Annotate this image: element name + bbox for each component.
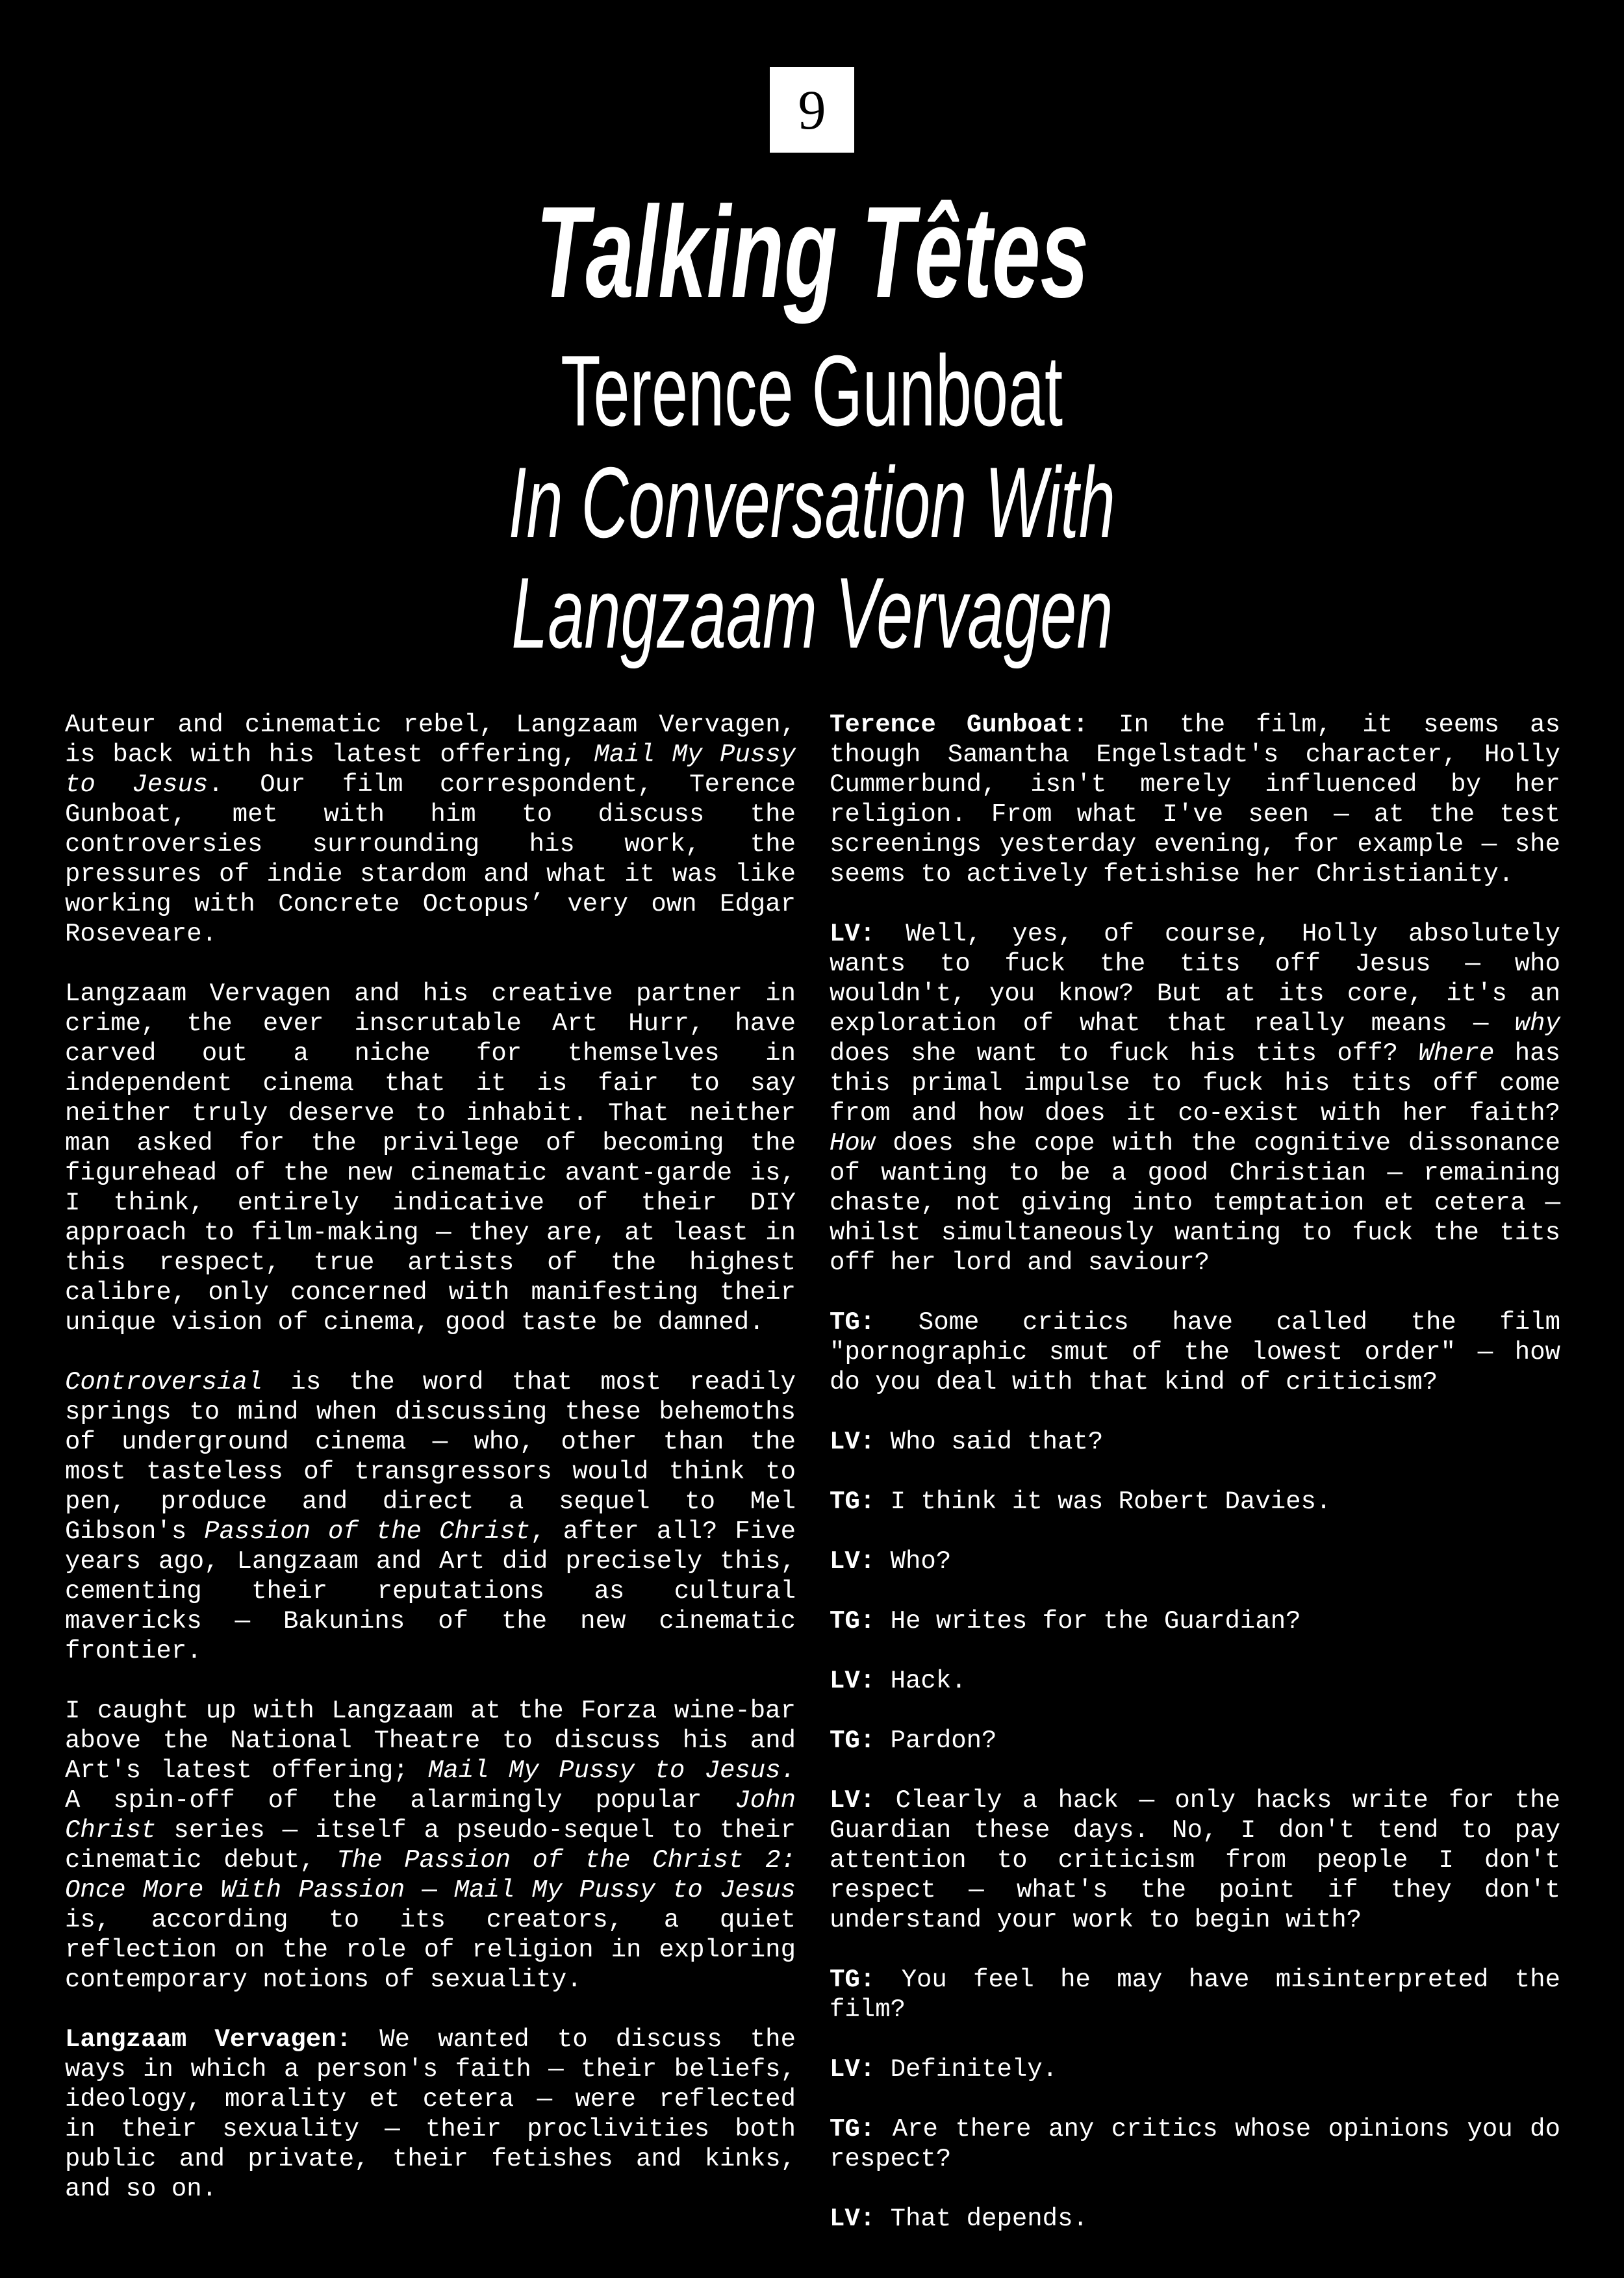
text-run: figurehead of the new cinematic avant-garde is, [65, 1159, 796, 1187]
text-run: most tasteless of transgressors would think to [65, 1458, 796, 1486]
italic-text-run: Mail My Pussy to Jesus. [428, 1756, 796, 1785]
text-run: seems to actively fetishise her Christianity. [830, 860, 1514, 889]
article-line [830, 2204, 1560, 2234]
article-line [65, 2144, 796, 2174]
article-line [830, 919, 1560, 949]
speaker-label: LV: [830, 1428, 876, 1456]
text-run: ways in which a person's faith — their beliefs, [65, 2055, 796, 2084]
article-line [830, 1188, 1560, 1218]
article-line [65, 1278, 796, 1308]
article-line [830, 1098, 1560, 1128]
article-paragraph [65, 979, 796, 1337]
italic-text-run: Once More With Passion [65, 1876, 405, 1905]
text-run: crime, the ever inscrutable Art Hurr, have [65, 1009, 796, 1038]
text-run: man asked for the privilege of becoming the [65, 1129, 796, 1158]
text-run: , after all? Five [530, 1517, 796, 1546]
text-run: mavericks — Bakunins of the new cinematic [65, 1607, 796, 1636]
article-line [830, 2144, 1560, 2174]
italic-text-run: Where [1418, 1039, 1495, 1068]
article-line [65, 1636, 796, 1666]
text-run: film? [830, 1995, 906, 2024]
text-run: springs to mind when discussing these behemoths [65, 1398, 796, 1426]
text-run: does she cope with the cognitive dissonance [875, 1129, 1560, 1158]
text-run: religion. From what I've seen — at the test [830, 800, 1560, 829]
byline-connector [0, 446, 1624, 559]
text-run: Hack. [875, 1667, 967, 1695]
article-line [830, 949, 1560, 979]
italic-text-run: Mail My Pussy [594, 740, 796, 769]
speaker-label: LV: [830, 1786, 876, 1815]
article-left-column [65, 710, 796, 2234]
text-run: and so on. [65, 2175, 218, 2203]
article-line [65, 829, 796, 859]
text-run: contemporary notions of sexuality. [65, 1966, 582, 1994]
article-paragraph [830, 1726, 1560, 1756]
text-run: does she want to fuck his tits off? [830, 1039, 1419, 1068]
text-run: is, according to its creators, a quiet [65, 1906, 796, 1934]
article-paragraph [830, 1786, 1560, 1935]
text-run: Clearly a hack — only hacks write for the [875, 1786, 1560, 1815]
article-line [830, 1995, 1560, 2025]
speaker-label: TG: [830, 1966, 876, 1994]
article-line [830, 770, 1560, 800]
article-line [830, 979, 1560, 1009]
text-run: frontier. [65, 1637, 202, 1665]
text-run: working with Concrete Octopus’ very own Edgar [65, 890, 796, 918]
text-run: though Samantha Engelstadt's character, Holly [830, 740, 1560, 769]
text-run: — [405, 1876, 454, 1905]
text-run: neither truly deserve to inhabit. That neither [65, 1099, 796, 1128]
speaker-label: TG: [830, 1727, 876, 1755]
text-run: ideology, morality et cetera — were reflected [65, 2085, 796, 2114]
text-run: That depends. [875, 2205, 1088, 2233]
article-line [830, 1965, 1560, 1995]
italic-text-run: John [735, 1786, 796, 1815]
text-run: A spin-off of the alarmingly popular [65, 1786, 735, 1815]
text-run: pen, produce and direct a sequel to Mel [65, 1487, 796, 1516]
article-line [830, 1875, 1560, 1905]
italic-text-run: to Jesus [65, 770, 209, 799]
text-run: Cummerbund, isn't merely influenced by her [830, 770, 1560, 799]
text-run: unique vision of cinema, good taste be damned. [65, 1308, 765, 1337]
article-line [65, 1576, 796, 1606]
article-line [830, 1158, 1560, 1188]
text-run: pressures of indie stardom and what it was like [65, 860, 796, 889]
article-line [65, 1069, 796, 1098]
article-line [65, 1009, 796, 1039]
text-run: reflection on the role of religion in exploring [65, 1936, 796, 1964]
text-run: You feel he may have misinterpreted the [875, 1966, 1560, 1994]
text-run: this primal impulse to fuck his tits off come [830, 1069, 1560, 1098]
page-number-badge [770, 67, 854, 153]
article-line [830, 2055, 1560, 2084]
text-run: respect — what's the point if they don't [830, 1876, 1560, 1905]
article-line [65, 1696, 796, 1726]
article-line [830, 1905, 1560, 1935]
speaker-label: Langzaam Vervagen: [65, 2025, 352, 2054]
text-run: Some critics have called the film [875, 1308, 1560, 1337]
article-title-text: Talking Têtes [535, 180, 1089, 325]
text-run: is the word that most readily [262, 1368, 796, 1397]
article-line [65, 1248, 796, 1278]
italic-text-run: Controversial [65, 1368, 263, 1397]
text-run: Pardon? [875, 1727, 997, 1755]
article-paragraph [830, 919, 1560, 1278]
speaker-label: TG: [830, 1308, 876, 1337]
article-line [65, 770, 796, 800]
article-paragraph [830, 1965, 1560, 2025]
article-line [65, 1487, 796, 1517]
text-run: public and private, their fetishes and kinks, [65, 2145, 796, 2173]
text-run: this respect, true artists of the highest [65, 1248, 796, 1277]
text-run: calibre, only concerned with manifesting their [65, 1278, 796, 1307]
article-line [65, 1308, 796, 1337]
article-line [65, 1158, 796, 1188]
text-run: independent cinema that it is fair to say [65, 1069, 796, 1098]
text-run: wouldn't, you know? But at its core, it's an [830, 980, 1560, 1008]
speaker-label: Terence Gunboat: [830, 711, 1089, 739]
article-line [830, 800, 1560, 829]
text-run: I think, entirely indicative of their DIY [65, 1189, 796, 1217]
text-run: do you deal with that kind of criticism? [830, 1368, 1438, 1397]
article-line [830, 829, 1560, 859]
article-line [65, 1457, 796, 1487]
article-line [65, 1606, 796, 1636]
article-line [830, 1367, 1560, 1397]
speaker-label: LV: [830, 1547, 876, 1576]
article-paragraph [65, 2025, 796, 2204]
article-line [65, 710, 796, 740]
article-line [65, 1427, 796, 1457]
text-run: years ago, Langzaam and Art did precisely this, [65, 1547, 796, 1576]
italic-text-run: Christ [65, 1816, 157, 1845]
text-run: series — itself a pseudo-sequel to their [156, 1816, 796, 1845]
byline-interviewer-text: Terence Gunboat [561, 335, 1063, 447]
text-run: of wanting to be a good Christian — remaining [830, 1159, 1560, 1187]
article-line [830, 1039, 1560, 1069]
text-run: wants to fuck the tits off Jesus — who [830, 950, 1560, 978]
article-line [830, 1786, 1560, 1816]
speaker-label: TG: [830, 1607, 876, 1636]
article-line [65, 1128, 796, 1158]
article-line [65, 1816, 796, 1845]
article-line [65, 2114, 796, 2144]
article-paragraph [830, 1606, 1560, 1636]
text-run: is back with his latest offering, [65, 740, 594, 769]
text-run: of underground cinema — who, other than the [65, 1428, 796, 1456]
article-line [830, 1606, 1560, 1636]
text-run: Langzaam Vervagen and his creative partner in [65, 980, 796, 1008]
article-paragraph [830, 2204, 1560, 2234]
article-line [65, 1965, 796, 1995]
speaker-label: TG: [830, 1487, 876, 1516]
article-line [65, 1786, 796, 1816]
text-run: controversies surrounding his work, the [65, 830, 796, 859]
text-run: Art's latest offering; [65, 1756, 429, 1785]
article-line [830, 1248, 1560, 1278]
text-run: I caught up with Langzaam at the Forza wine-bar [65, 1697, 796, 1725]
text-run: . Our film correspondent, Terence [208, 770, 796, 799]
article-paragraph [65, 1367, 796, 1666]
article-line [830, 1308, 1560, 1337]
text-run: Auteur and cinematic rebel, Langzaam Vervagen, [65, 711, 796, 739]
article-line [65, 1905, 796, 1935]
article-line [830, 710, 1560, 740]
article-paragraph [830, 1487, 1560, 1517]
article-line [65, 1218, 796, 1248]
article-line [830, 1128, 1560, 1158]
text-run: Gunboat, met with him to discuss the [65, 800, 796, 829]
article-title [0, 180, 1624, 325]
page-number: 9 [798, 79, 826, 141]
article-line [65, 1726, 796, 1756]
article-line [65, 1039, 796, 1069]
article-line [65, 1845, 796, 1875]
text-run: Gibson's [65, 1517, 205, 1546]
article-line [65, 1098, 796, 1128]
article-line [830, 1666, 1560, 1696]
article-line [830, 1337, 1560, 1367]
article-line [830, 1009, 1560, 1039]
article-line [830, 1427, 1560, 1457]
italic-text-run: How [830, 1129, 876, 1158]
text-run: He writes for the Guardian? [875, 1607, 1301, 1636]
article-line [830, 2114, 1560, 2144]
article-line [65, 1397, 796, 1427]
article-line [65, 2025, 796, 2055]
article-line [830, 1726, 1560, 1756]
article-line [830, 740, 1560, 770]
byline-connector-text: In Conversation With [508, 446, 1116, 559]
speaker-label: LV: [830, 920, 876, 948]
byline-interviewer [0, 335, 1624, 447]
text-run: respect? [830, 2145, 952, 2173]
speaker-label: LV: [830, 2205, 876, 2233]
text-run: Definitely. [875, 2055, 1058, 2084]
text-run: has [1494, 1039, 1560, 1068]
text-run: We wanted to discuss the [351, 2025, 796, 2054]
text-run: Guardian these days. No, I don't tend to pay [830, 1816, 1560, 1845]
article-line [830, 1069, 1560, 1098]
text-run: Roseveare. [65, 920, 218, 948]
text-run: chaste, not giving into temptation et cetera — [830, 1189, 1560, 1217]
speaker-label: LV: [830, 1667, 876, 1695]
article-line [830, 1487, 1560, 1517]
article-line [65, 1188, 796, 1218]
article-line [830, 1218, 1560, 1248]
byline-interviewee [0, 557, 1624, 669]
article-paragraph [65, 710, 796, 949]
article-line [65, 919, 796, 949]
text-run: Well, yes, of course, Holly absolutely [875, 920, 1560, 948]
text-run: "pornographic smut of the lowest order" — how [830, 1338, 1560, 1367]
italic-text-run: Mail My Pussy to Jesus [454, 1876, 796, 1905]
text-run: whilst simultaneously wanting to fuck the tits [830, 1219, 1560, 1247]
article-line [65, 1756, 796, 1786]
article-line [65, 2174, 796, 2204]
article-line [65, 1875, 796, 1905]
article-line [65, 1517, 796, 1547]
text-run: Who? [875, 1547, 952, 1576]
text-run: Are there any critics whose opinions you do [875, 2115, 1560, 2144]
article-line [830, 859, 1560, 889]
article-right-column [830, 710, 1560, 2264]
article-line [65, 800, 796, 829]
article-line [65, 2084, 796, 2114]
text-run: In the film, it seems as [1088, 711, 1560, 739]
italic-text-run: why [1514, 1009, 1560, 1038]
article-paragraph [830, 1666, 1560, 1696]
article-paragraph [830, 2114, 1560, 2174]
speaker-label: LV: [830, 2055, 876, 2084]
text-run: approach to film-making — they are, at least in [65, 1219, 796, 1247]
text-run: from and how does it co-exist with her faith? [830, 1099, 1560, 1128]
italic-text-run: Passion of the Christ [204, 1517, 531, 1546]
text-run: screenings yesterday evening, for example — she [830, 830, 1560, 859]
text-run: Who said that? [875, 1428, 1104, 1456]
text-run: in their sexuality — their proclivities both [65, 2115, 796, 2144]
article-line [830, 1547, 1560, 1576]
article-paragraph [830, 710, 1560, 889]
article-paragraph [65, 1696, 796, 1995]
article-line [65, 1935, 796, 1965]
article-paragraph [830, 1308, 1560, 1397]
article-line [65, 1547, 796, 1576]
article-line [830, 1845, 1560, 1875]
article-line [830, 1816, 1560, 1845]
byline-interviewee-text: Langzaam Vervagen [511, 557, 1113, 669]
article-line [65, 740, 796, 770]
text-run: attention to criticism from people I don't [830, 1846, 1560, 1875]
text-run: cinematic debut, [65, 1846, 337, 1875]
article-paragraph [830, 1547, 1560, 1576]
text-run: off her lord and saviour? [830, 1248, 1210, 1277]
text-run: exploration of what that really means — [830, 1009, 1515, 1038]
article-line [65, 889, 796, 919]
article-line [65, 2055, 796, 2084]
article-paragraph [830, 1427, 1560, 1457]
article-line [65, 979, 796, 1009]
speaker-label: TG: [830, 2115, 876, 2144]
text-run: above the National Theatre to discuss his and [65, 1727, 796, 1755]
text-run: carved out a niche for themselves in [65, 1039, 796, 1068]
article-paragraph [830, 2055, 1560, 2084]
text-run: cementing their reputations as cultural [65, 1577, 796, 1606]
italic-text-run: The Passion of the Christ 2: [336, 1846, 796, 1875]
article-line [65, 1367, 796, 1397]
article-line [65, 859, 796, 889]
text-run: I think it was Robert Davies. [875, 1487, 1332, 1516]
text-run: understand your work to begin with? [830, 1906, 1362, 1934]
